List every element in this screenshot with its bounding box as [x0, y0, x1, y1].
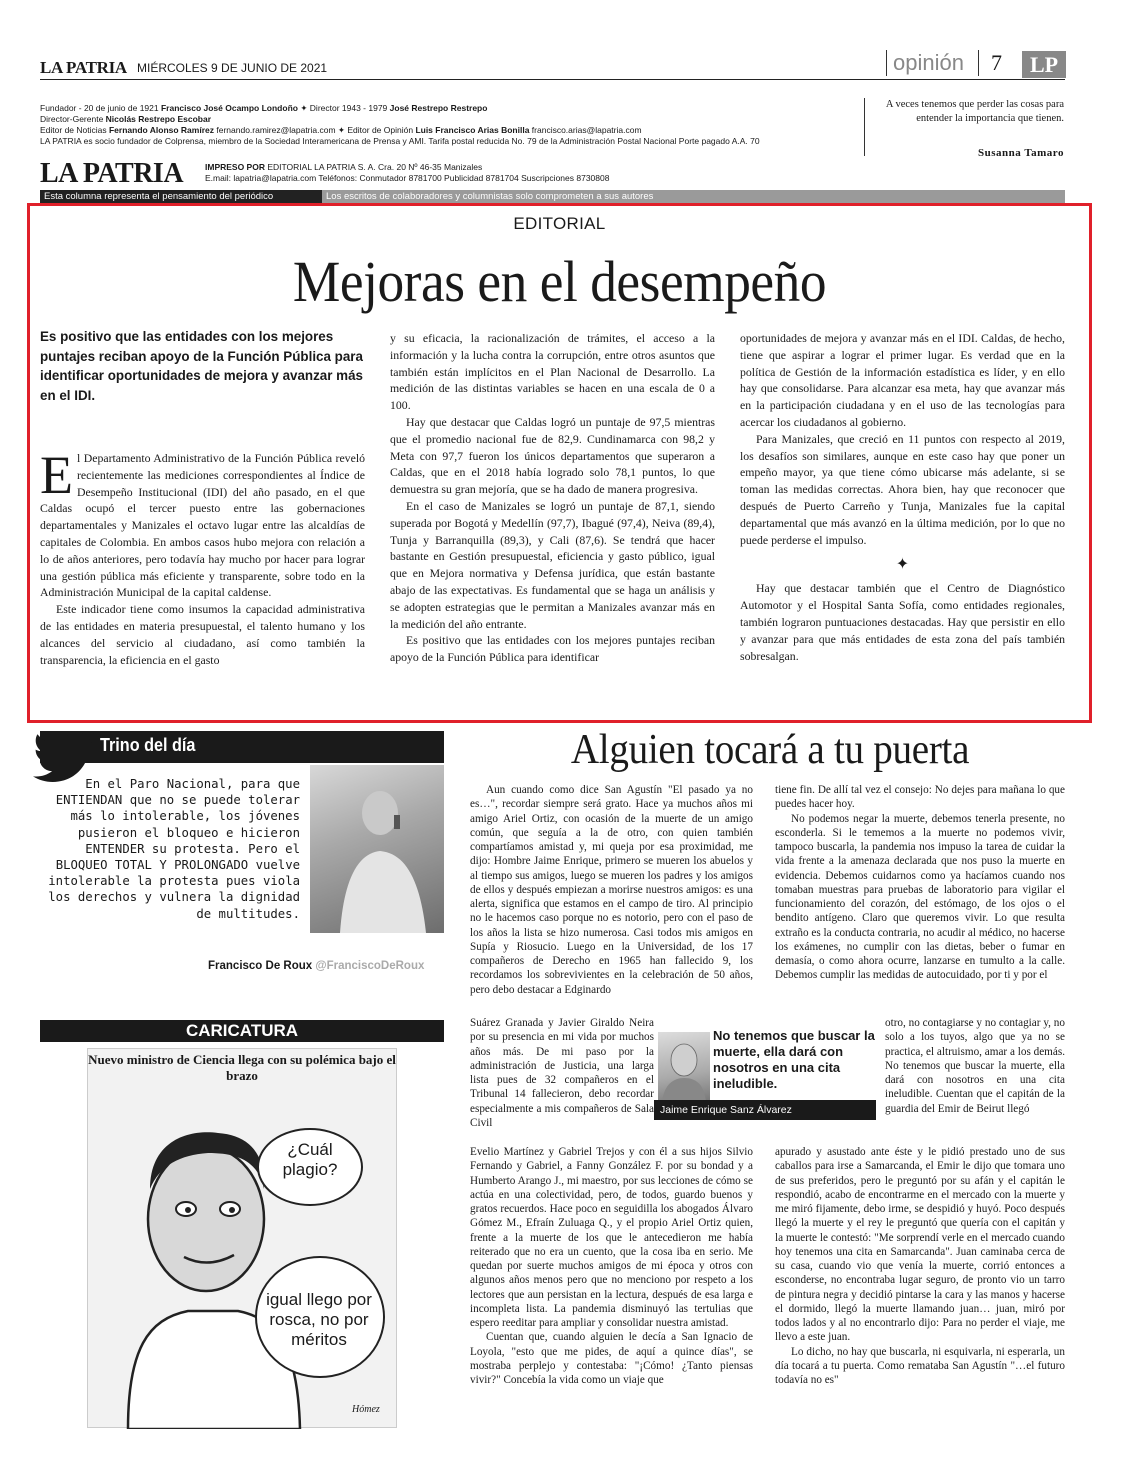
- brand-name: LA PATRIA: [40, 58, 127, 77]
- lp-logo: LP: [1022, 51, 1066, 78]
- paragraph: Lo dicho, no hay que buscarla, ni esquivarla, ni esperarla, un día tocará a tu puerta. Como remataba San Agustín "…el futuro todavía no es": [775, 1345, 1065, 1386]
- paragraph: otro, no contagiarse y no contagiar y, no solo a los tuyos, algo que ya no se practica, el altruismo, amar a los demás. No tenemos que buscar la muerte, ella dará con nosotros en una cita ineludible. Cuentan que el capitán de la guardia del Emir de Beirut llegó: [885, 1017, 1065, 1115]
- editorial-title: Mejoras en el desempeño: [292, 249, 827, 314]
- imprint-line1: [205, 162, 685, 173]
- pull-quote: No tenemos que buscar la muerte, ella dará con nosotros en una cita ineludible.: [713, 1028, 875, 1091]
- imprint-info: [205, 162, 685, 184]
- cartoon-drawing: [88, 1049, 398, 1429]
- credits-line-director: [40, 114, 800, 125]
- tweet-author-name: Francisco De Roux: [208, 960, 313, 972]
- tweet-handle: @FranciscoDeRoux: [315, 960, 425, 972]
- credit-text: francisco.arias@lapatria.com: [529, 125, 642, 135]
- column-text-2c: [775, 1145, 1065, 1430]
- editorial-column-1: [40, 450, 365, 715]
- issue-date: MIÉRCOLES 9 DE JUNIO DE 2021: [137, 61, 328, 75]
- credit-name: Fernando Alonso Ramírez: [108, 125, 214, 135]
- caricature-image: [87, 1048, 397, 1428]
- credits-line-membership: LA PATRIA es socio fundador de Colprensa, miembro de la Sociedad Interamericana de Prensa y AMI. Tarifa postal reducida No. 79 de la Administración Postal Nacional Porte pagado A.A. 70: [40, 136, 760, 146]
- quote-of-day: A veces tenemos que perder las cosas para entender la importancia que tienen.: [864, 98, 1064, 156]
- tweet-author: [208, 960, 424, 972]
- brand-name-large: LA PATRIA: [40, 158, 184, 189]
- credit-name: Nicolás Restrepo Escobar: [105, 114, 212, 124]
- column-title: Alguien tocará a tu puerta: [570, 727, 970, 773]
- paragraph-text: l Departamento Administrativo de la Función Pública reveló recientemente las mediciones correspondientes al Índice de Desempeño Institucional (IDI) del año pasado, en el que Caldas ocupó el tercer puesto entre las gobernaciones departamentales y Manizales el octavo lugar entre las alcaldías de capitales de Colombia. En ambos casos hubo mejora con relación a lo de años anteriores, pero todavía hay mucho por hacer para lograr una gestión pública más eficiente y transparente, sobre todo en la Administración Municipal de la capital caldense.: [40, 451, 365, 600]
- imprint-line2: E.mail: lapatria@lapatria.com Teléfonos: Conmutador 8781700 Publicidad 8781704 Suscripciones 8730808: [205, 173, 610, 183]
- speech-bubble-2: igual llego por rosca, no por méritos: [266, 1290, 372, 1349]
- paragraph: oportunidades de mejora y avanzar más en el IDI. Caldas, de hecho, tiene que aspirar a lograr el primer lugar. Es verdad que en la política de Gestión de la información estadística es líder, y en ello hay que consolidarse. Para alcanzar esa meta, hay que avanzar más en la participación ciudadana y en el uso de las tecnologías para acercar los ciudadanos al gobierno.: [740, 331, 1065, 429]
- caricature-title: CARICATURA: [185, 1021, 299, 1040]
- paragraph: Hay que destacar que Caldas logró un puntaje de 97,5 mientras que el promedio nacional fue de 82,9. Cundinamarca con 98,2 y Meta con 97,7 fueron los únicos departamentos que superaron a Caldas, que en el 2018 había logrado solo 78,1 puntos, lo que demuestra su gran mejoría, que se ha dado de manera progresiva.: [390, 414, 715, 497]
- imprint-text: EDITORIAL LA PATRIA S. A. Cra. 20 Nº 46-35 Manizales: [264, 162, 483, 172]
- column-text-2b: [885, 1016, 1065, 1144]
- editorial-kicker: EDITORIAL: [513, 214, 606, 233]
- paragraph: Evelio Martínez y Gabriel Trejos y con él a sus hijos Silvio Fernando y Gabriel, a Fanny González F. por su bondad y a Humberto Arango J., mi maestro, por sus lecciones de cómo se actúa en una colectividad, pero, de todos, guardo buenos y gratos recuerdos. Hace poco en seguidilla los abogados Álvaro Gómez M., Efraín Zuluaga Q., y el propio Ariel Ortiz quien, frente a la muerte de los que le antecedieron me había reiterado que no era un cuento, que la cosa iba en serio. Me quedan por suerte muchos amigos de mi época y otros con algunos años menos pero que no menciono por respeto a los lectores que aun persistan en la lectura, después de esa larga e incompleta lista. La pandemia disminuyó las tertulias que espero reeditar para ampliar y consolidar nuestra amistad.: [470, 1146, 753, 1329]
- tweet-text: En el Paro Nacional, para que ENTIENDAN que no se puede tolerar más lo intolerable, los jóvenes pusieron el bloqueo e hicieron ENTENDER su protesta. Pero el BLOQUEO TOTAL Y PROLONGADO vuelve intolerable la protesta pues viola los derechos y vulnera la dignidad de multitudes.: [48, 777, 300, 921]
- credits-line-founder: [40, 103, 800, 114]
- paragraph: Suárez Granada y Javier Giraldo Neira por su presencia en mi vida por muchos años más. De mi paso por la administración de Justicia, una larga lista pues de 32 compañeros en el Tribunal 14 fallecieron, debo recordar especialmente a mis compañeros de Sala Civil: [470, 1017, 654, 1129]
- caricature-caption: Nuevo ministro de Ciencia llega con su polémica bajo el brazo: [88, 1052, 396, 1083]
- paragraph: apurado y asustado ante éste y le pidió prestado uno de sus caballos para irse a Samarcanda, el Emir le dijo que tomara uno de sus preferidos, pero le preguntó por su afán y el capitán le respondió, acabo de encontrarme en el mercado con la muerte y me miró fijamente, debo irme, se despidió y huyó. Poco después llegó la muerte y el rey le preguntó que quería con el capitán y la muerte le contestó: "Me sorprendí verle en el mercado cuando hoy tenemos una cita en Samarcanda". Juan caminaba cerca de su casa, cuando vio que venía la muerte, corrió entonces a esconderse, no encontraba lugar seguro, de pronto vio un tarro de pintura negra y decidió pintarse la cara y las manos y hacerse el dormido, llegó la muerte llamando juan… juan, miró por todos lados y al no encontrarlo dijo: Para no perder el viaje, me llevo a este juan.: [775, 1146, 1065, 1344]
- disclaimer-right: Los escritos de colaboradores y columnistas solo comprometen a sus autores: [326, 191, 654, 202]
- column-text-2: [775, 783, 1065, 1013]
- columnist-name: Jaime Enrique Sanz Álvarez: [654, 1100, 876, 1120]
- credit-name: José Restrepo Restrepo: [389, 103, 488, 113]
- credit-name: Luis Francisco Arias Bonilla: [415, 125, 530, 135]
- tweet-author-photo: [310, 765, 444, 933]
- column-text-1: [470, 783, 753, 1016]
- imprint-label: IMPRESO POR: [205, 162, 265, 172]
- columnist-photo: [658, 1032, 710, 1102]
- person-photo-icon: [310, 765, 444, 933]
- credit-text: fernando.ramirez@lapatria.com ✦ Editor de Opinión: [214, 125, 416, 135]
- credit-text: ✦ Director 1943 - 1979: [297, 103, 390, 113]
- paragraph: [40, 450, 365, 601]
- editorial-column-3: [740, 330, 1065, 715]
- section-name: opinión: [886, 50, 964, 76]
- paragraph: No podemos negar la muerte, debemos tenerla presente, no esconderla. Si le tememos a la muerte no podemos vivir, tampoco buscarla, la pandemia nos impuso la tarea de cuidar la vida frente a la amenaza declarada que nos puso la muerte en evidencia. Debemos cuidarnos como ya hacíamos cuando nos tomaban muestras para pruebas de laboratorio para vigilar el funcionamiento del corazón, del estómago, de los ojos o el bendito antígeno. Claro que queremos vivir. Lo que resulta extraño es la conducta contraria, no acudir al médico, no hacerse los exámenes, no cumplir con las dietas, beber o fumar en demasía, o como ahora ocurre, lanzarse en tumulto a la calle. Debemos cumplir las medidas de autocuidado, por ti y por el: [775, 812, 1065, 982]
- person-photo-icon: [658, 1032, 710, 1102]
- star-ornament-icon: ✦: [895, 556, 910, 574]
- disclaimer-left: Esta columna representa el pensamiento del periódico: [40, 190, 322, 204]
- trino-title: Trino del día: [100, 735, 196, 755]
- paragraph: y su eficacia, la racionalización de trámites, el acceso a la información y la lucha contra la corrupción, entre otros asuntos que también están implícitos en el Plan Nacional de Desarrollo. La medición de las distintas variables se hacen en una escala de 0 a 100.: [390, 331, 715, 413]
- paragraph: Aun cuando como dice San Agustín "El pasado ya no es…", recordar siempre será grato. Hace ya muchos años mi amigo Ariel Ortiz, con ocasión de la muerte de un amigo común, que seguía a la de otro, con quien también compartíamos amistad y, mi queja por esa proximidad, me dijo: Hombre Jaime Enrique, primero se mueren los abuelos y al tiempo sus amigos, luego se mueren los padres y los amigos de ellos y después empiezan a morirse nuestros amigos: es una alerta, significa que estamos en el campo de tiro. Al principio no le hacemos caso porque no es notorio, pero con el paso de los años la lista se hizo numerosa. Casi todos mis amigos en Supía y Riosucio. Luego en la Universidad, de los 17 compañeros de Derecho en 1965 han fallecido 9, los recordamos los sobrevivientes en la celebración de 50 años, pero debo destacar a Edginardo: [470, 784, 753, 996]
- speech-bubble-1: ¿Cuál plagio?: [282, 1140, 338, 1179]
- paragraph: En el caso de Manizales se logró un puntaje de 87,1, siendo superada por Bogotá y Medellín (97,7), Ibagué (97,4), Neiva (89,4), Tunja y Barranquilla (89,3), y Cali (87,6). Se tendrá que hacer bastante en Gestión presupuestal, eficiencia y gasto público, igual que en Mejora normativa y Defensa jurídica, que están bastante abajo de las expectativas. Es fundamental que se haga un análisis y se adopten estrategias que le permitan a Manizales avanzar más en la medición del año entrante.: [390, 498, 715, 631]
- editorial-column-2: [390, 330, 715, 715]
- credit-name: Francisco José Ocampo Londoño: [160, 103, 298, 113]
- paragraph: Es positivo que las entidades con los mejores puntajes reciban apoyo de la Función Pública para identificar: [390, 633, 715, 665]
- paragraph: Cuentan que, cuando alguien le decía a San Ignacio de Loyola, "esto que me pides, de aquí a quince días", se mostraba perplejo y contestaba: "¡Cómo! ¿Tanto piensas vivir?" Concebía la vida como un viaje que: [470, 1331, 753, 1386]
- quote-author: Susanna Tamaro: [978, 147, 1064, 159]
- editorial-lead: Es positivo que las entidades con los mejores puntajes reciban apoyo de la Función Pública para identificar oportunidades de mejora y avanzar más en el IDI.: [40, 329, 363, 403]
- credit-text: Editor de Noticias: [40, 125, 109, 135]
- cartoonist-signature: Hómez: [352, 1404, 380, 1415]
- credit-text: Fundador - 20 de junio de 1921: [40, 103, 161, 113]
- staff-credits: [40, 103, 800, 147]
- paragraph: Para Manizales, que creció en 11 puntos con respecto al 2019, los desafíos son similares, aunque en este caso hay que poner un empeño mayor, ya que tiene cómo ubicarse más adelante, si se toman las medidas correctas. Ahora bien, hay que reconocer que después de Puerto Carreño y Tunja, Manizales fue la capital departamental que más avanzó en la última medición, por lo que no puede perderse el impulso.: [740, 431, 1065, 547]
- paragraph: Este indicador tiene como insumos la capacidad administrativa de las entidades en materia presupuestal, el talento humano y los alcances del servicio al ciudadano, así como también la transparencia, la eficiencia en el gasto: [40, 602, 365, 667]
- column-text-1b: [470, 1016, 654, 1144]
- credit-text: Director-Gerente: [40, 114, 106, 124]
- paragraph: tiene fin. De allí tal vez el consejo: No dejes para mañana lo que puedes hacer hoy.: [775, 784, 1065, 811]
- credits-line-editors: [40, 125, 800, 136]
- page-number: 7: [978, 50, 1002, 76]
- column-text-1c: [470, 1145, 753, 1430]
- drop-cap: E: [40, 450, 73, 505]
- paragraph: Hay que destacar también que el Centro de Diagnóstico Automotor y el Hospital Santa Sofía, como entidades regionales, también lograron puntuaciones destacadas. Hay que persistir en ello y avanzar para que más entidades de esta zona del país también sobresalgan.: [740, 581, 1065, 663]
